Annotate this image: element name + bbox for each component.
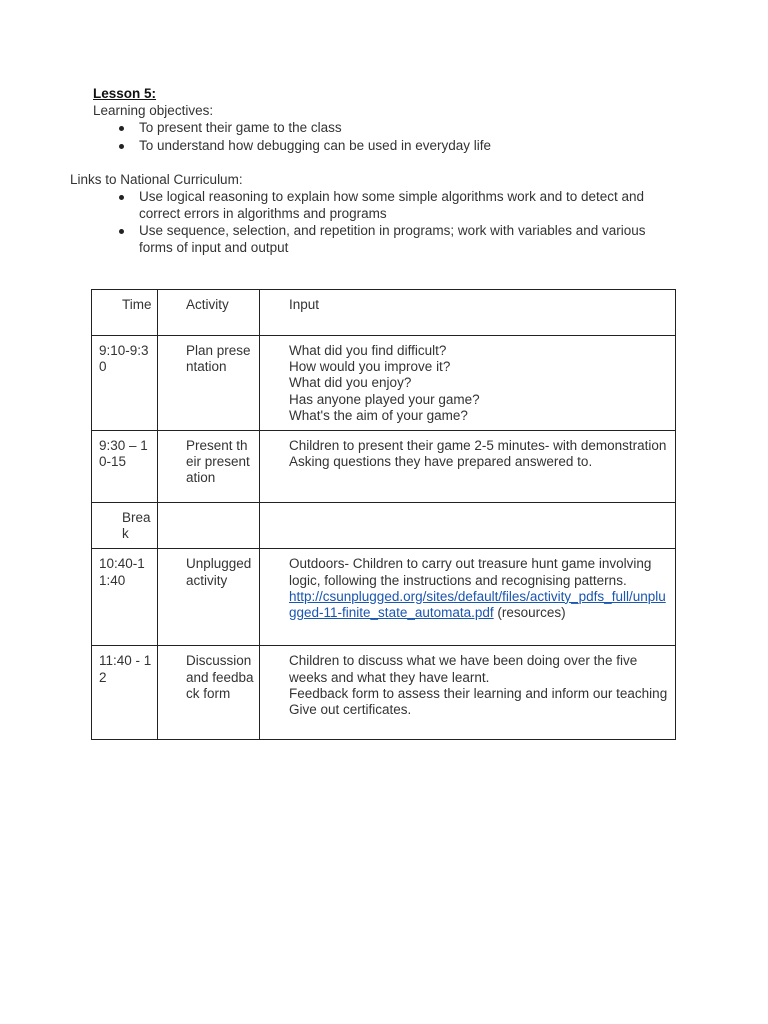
row-activity: Discussion and feedback form (158, 646, 260, 740)
input-line: Children to present their game 2-5 minutes- with demonstration (289, 438, 667, 454)
row-activity: Present their presentation (158, 431, 260, 503)
curriculum-item: Use sequence, selection, and repetition in programs; work with variables and various forms of input and output (117, 223, 677, 256)
input-line: What's the aim of your game? (289, 407, 468, 423)
input-line: Feedback form to assess their learning and inform our teaching (289, 685, 668, 701)
input-line: Asking questions they have prepared answered to. (289, 454, 593, 470)
table-row (92, 431, 676, 503)
input-line: Children to discuss what we have been doing over the five weeks and what they have learnt. (289, 653, 638, 685)
row-input (260, 549, 676, 646)
lesson-plan-table (91, 289, 676, 740)
input-line: What did you find difficult? (289, 343, 447, 358)
row-time: 10:40-11:40 (92, 549, 158, 646)
input-line: How would you improve it? (289, 359, 451, 375)
row-input (260, 646, 676, 740)
lesson-title: Lesson 5: (93, 86, 157, 101)
row-activity (158, 503, 260, 549)
input-line (289, 589, 671, 621)
input-line: Has anyone played your game? (289, 391, 480, 407)
resource-link[interactable]: http://csunplugged.org/sites/default/files/activity_pdfs_full/unplugged-11-finite_state_automata.pdf (289, 588, 666, 621)
table-row (92, 503, 676, 549)
header-input: Input (260, 290, 676, 336)
input-line: Give out certificates. (289, 702, 412, 718)
row-input (260, 503, 676, 549)
row-time: 11:40 - 12 (92, 646, 158, 740)
row-input (260, 431, 676, 503)
objective-item: To present their game to the class (117, 120, 717, 137)
table-row (92, 549, 676, 646)
objectives-list (117, 120, 717, 155)
row-time: 9:30 – 10-15 (92, 431, 158, 503)
table-row (92, 336, 676, 431)
curriculum-item: Use logical reasoning to explain how some simple algorithms work and to detect and correct errors in algorithms and programs (117, 189, 677, 222)
link-suffix: (resources) (493, 605, 566, 621)
header-activity: Activity (158, 290, 260, 336)
curriculum-list (117, 189, 677, 257)
row-activity: Plan presentation (158, 336, 260, 431)
objectives-heading: Learning objectives: (93, 103, 214, 118)
header-time: Time (92, 290, 158, 336)
objective-item: To understand how debugging can be used in everyday life (117, 138, 717, 155)
row-time: Break (92, 503, 158, 549)
input-line: Outdoors- Children to carry out treasure hunt game involving logic, following the instructions and recognising patterns. (289, 556, 652, 588)
curriculum-heading: Links to National Curriculum: (70, 172, 243, 187)
row-time: 9:10-9:30 (92, 336, 158, 431)
row-activity: Unplugged activity (158, 549, 260, 646)
table-header-row (92, 290, 676, 336)
input-line: What did you enjoy? (289, 375, 412, 391)
row-input (260, 336, 676, 431)
table-row (92, 646, 676, 740)
